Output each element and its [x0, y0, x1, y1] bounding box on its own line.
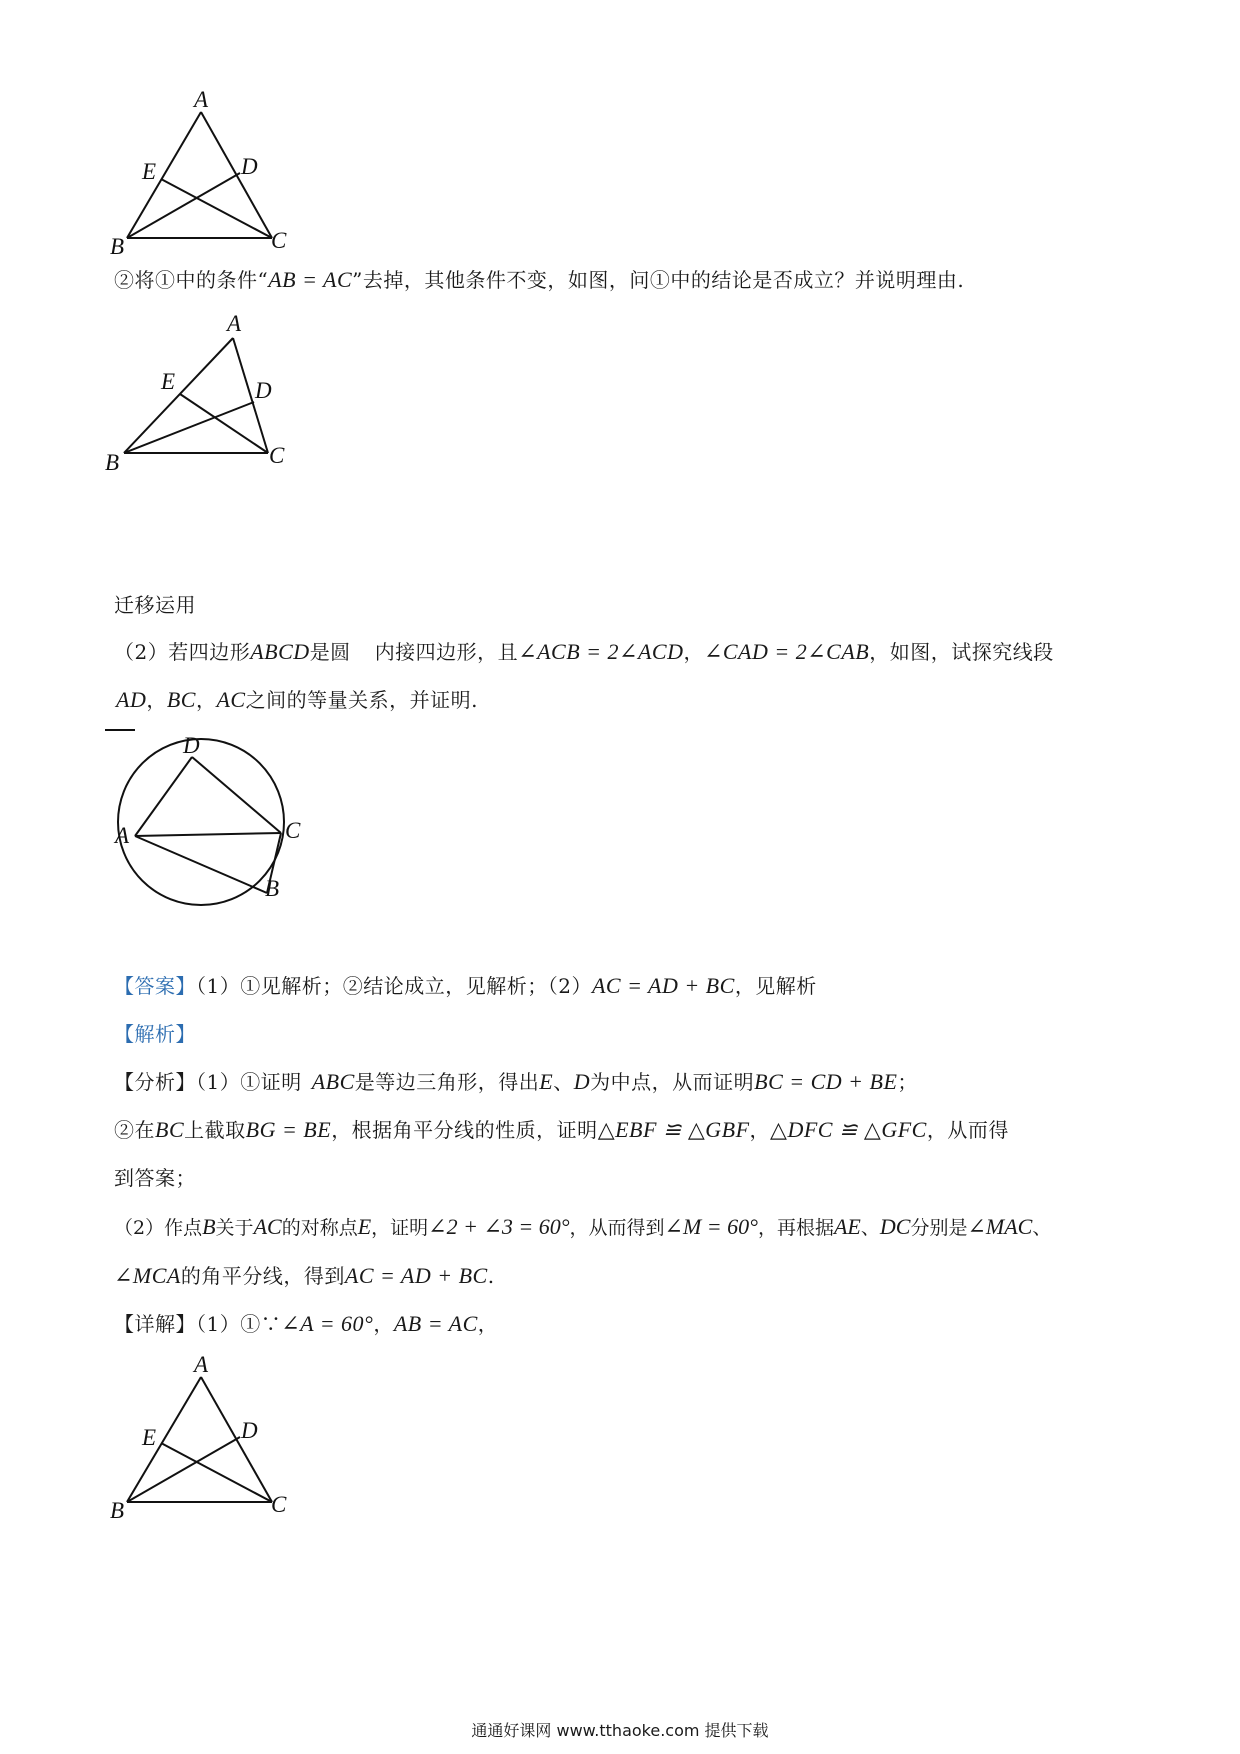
label-c: C: [271, 1492, 287, 1517]
question-2-line-2: AD，BC，AC之间的等量关系，并证明.: [116, 687, 478, 712]
label-c: C: [269, 443, 285, 468]
fenxi-line-1: 【分析】（1）①证明 ABC是等边三角形，得出E、D为中点，从而证明BC = CD + BE；: [114, 1069, 918, 1094]
label-c: C: [271, 228, 287, 253]
label-e: E: [142, 159, 157, 184]
fenxi-line-2: ②在BC上截取BG = BE，根据角平分线的性质，证明△EBF ≌ △GBF，△DFC ≌ △GFC，从而得: [114, 1117, 1009, 1142]
fenxi-line-4: （2）作点B关于AC的对称点E，证明∠2 + ∠3 = 60°，从而得到∠M = 60°，再根据AE、DC分别是∠MAC、: [114, 1214, 1052, 1239]
fenxi-line-5: ∠MCA的角平分线，得到AC = AD + BC.: [114, 1263, 495, 1288]
label-b: B: [110, 234, 125, 259]
label-b: B: [265, 876, 280, 901]
label-e: E: [142, 1425, 157, 1450]
fenxi-line-3: 到答案；: [114, 1166, 196, 1190]
label-a: A: [227, 311, 242, 336]
section-heading: 迁移运用: [114, 593, 196, 617]
figure-equilateral-triangle-2: [110, 1352, 310, 1523]
figure-scalene-triangle: [105, 310, 305, 475]
page-footer: 通通好课网 www.tthaoke.com 提供下载: [471, 1721, 769, 1740]
label-d: D: [241, 1418, 258, 1443]
label-b: B: [110, 1498, 125, 1523]
label-d: D: [183, 733, 200, 758]
label-d: D: [241, 154, 258, 179]
analysis-tag: 【解析】: [114, 1022, 196, 1046]
label-c: C: [285, 818, 301, 843]
detail-line: 【详解】（1）①∵∠A = 60°，AB = AC，: [114, 1311, 499, 1336]
label-d: D: [255, 378, 272, 403]
label-a: A: [115, 823, 130, 848]
question-2-line-1: （2）若四边形ABCD是圆 内接四边形，且∠ACB = 2∠ACD，∠CAD = 2∠CAB，如图，试探究线段: [114, 639, 1054, 664]
label-b: B: [105, 450, 120, 475]
label-a: A: [194, 1352, 209, 1377]
question-1-part-2: ②将①中的条件“AB = AC”去掉，其他条件不变，如图，问①中的结论是否成立？并说明理由.: [114, 267, 965, 292]
label-e: E: [161, 369, 176, 394]
label-a: A: [194, 87, 209, 112]
figure-cyclic-quadrilateral: [105, 730, 315, 900]
figure-equilateral-triangle-1: [110, 87, 310, 260]
answer-line: 【答案】（1）①见解析；②结论成立，见解析；（2）AC = AD + BC，见解析: [114, 973, 817, 998]
